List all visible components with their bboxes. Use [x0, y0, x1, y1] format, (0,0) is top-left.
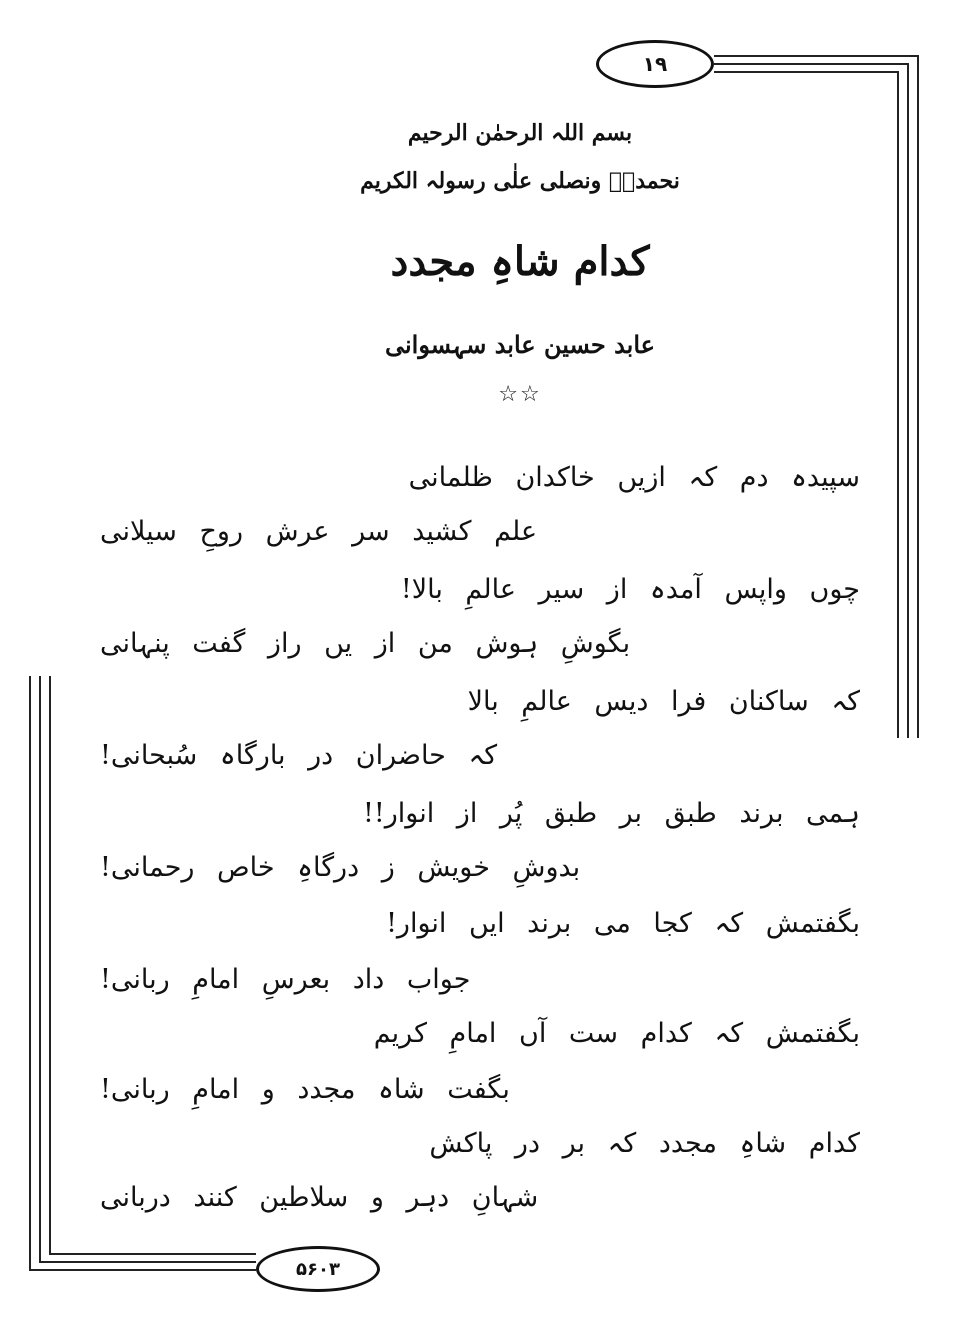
poem-line: سپیدہ دم کہ ازیں خاکدان ظلمانی [408, 462, 860, 493]
author-name: عابد حسین عابد سہسوانی [385, 330, 655, 359]
poem-line: چوں واپس آمدہ از سیر عالمِ بالا! [400, 574, 860, 605]
page-number-badge: ۱۹ [596, 40, 714, 88]
poem-line: شہانِ دہر و سلاطین کنند دربانی [100, 1182, 539, 1213]
poem-line: کہ ساکنان فرا دیس عالمِ بالا [467, 686, 860, 717]
poem-line: بگفتمش کہ کجا می برند ایں انوار! [386, 908, 860, 939]
poem-line: بگفتمش کہ کدام ست آں امامِ کریم [373, 1018, 860, 1049]
poem-line: بگفت شاہ مجدد و امامِ ربانی! [100, 1074, 510, 1105]
bismillah: بسم اللہ الرحمٰن الرحیم [407, 120, 633, 146]
star-ornament: ☆☆ [498, 382, 542, 407]
poem-line: علم کشید سر عرش روحِ سیلانی [100, 516, 538, 547]
footer-code-badge: ۵۶۰۳ [256, 1246, 380, 1292]
poem-line: کدام شاہِ مجدد کہ بر در پاکش [429, 1128, 860, 1159]
poem-line: ہمی برند طبق بر طبق پُر از انوار!! [363, 798, 860, 829]
poem-title: کدام شاہِ مجدد [390, 238, 650, 285]
poem-line: کہ حاضران در بارگاہ سُبحانی! [100, 740, 498, 771]
hamd-line: نحمدہٗ ونصلی علٰی رسولہ الکریم [360, 168, 680, 194]
poem-line: بدوشِ خویش ز درگاہِ خاص رحمانی! [100, 852, 581, 883]
poem-line: جواب داد بعرسِ امامِ ربانی! [100, 964, 471, 995]
poem-line: بگوشِ ہوش من از یں راز گفت پنہانی [100, 628, 631, 659]
